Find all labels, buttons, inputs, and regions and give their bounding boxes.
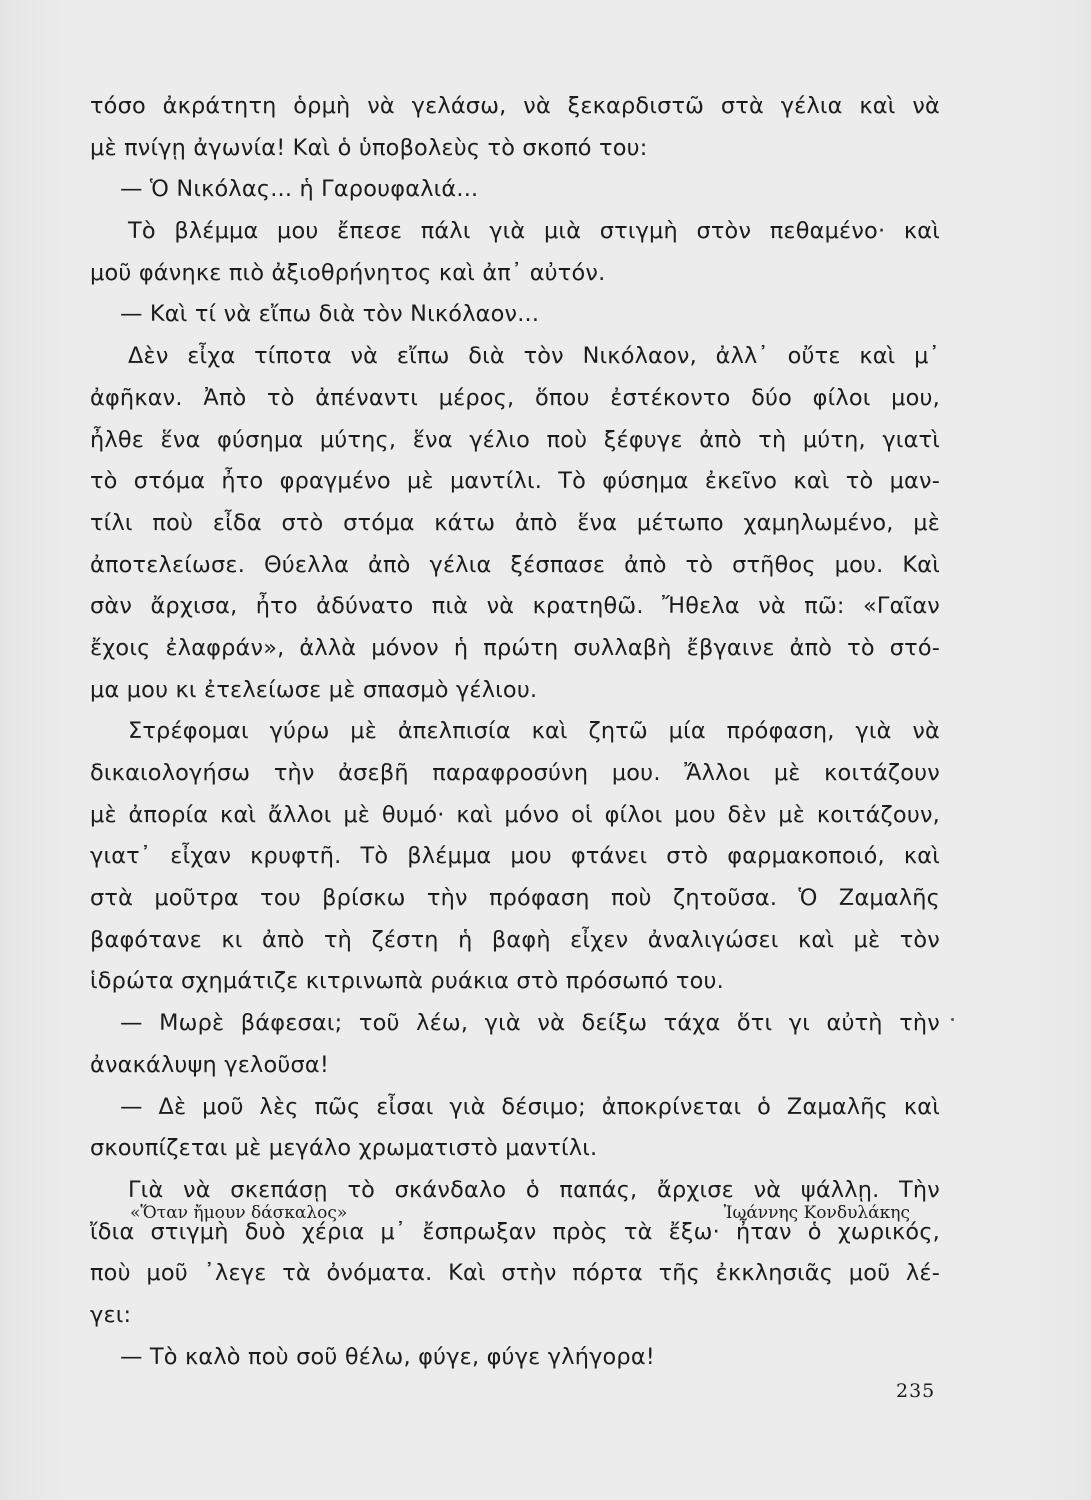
source-citation: [130, 1196, 910, 1230]
source-title: «Ὅταν ἤμουν δάσκαλος»: [130, 1203, 348, 1223]
text-line: μοῦ φάνηκε πιὸ ἀξιοθρήνητος καὶ ἀπ᾿ αὐτόν.: [90, 259, 606, 286]
text-line: τόσο ἀκράτητη ὁρμὴ νὰ γελάσω, νὰ ξεκαρδιστῶ στὰ γέλια καὶ νὰ: [90, 93, 940, 119]
text-line: ἀνακάλυψη γελοῦσα!: [90, 1051, 330, 1078]
text-line: βαφότανε κι ἀπὸ τὴ ζέστη ἡ βαφὴ εἶχεν ἀναλιγώσει καὶ μὲ τὸν: [90, 926, 940, 953]
text-line: δικαιολογήσω τὴν ἀσεβῆ παραφροσύνη μου. Ἄλλοι μὲ κοιτάζουν: [90, 760, 940, 786]
dialogue-line: — Τὸ καλὸ ποὺ σοῦ θέλω, φύγε, φύγε γλήγορα!: [120, 1343, 655, 1370]
text-line: μα μου κι ἐτελείωσε μὲ σπασμὸ γέλιου.: [90, 676, 538, 703]
text-line: μὲ πνίγῃ ἀγωνία! Καὶ ὁ ὑποβολεὺς τὸ σκοπό του:: [90, 134, 648, 161]
margin-speck: [951, 1018, 954, 1021]
paragraph-start-line: Τὸ βλέμμα μου ἔπεσε πάλι γιὰ μιὰ στιγμὴ στὸν πεθαμένο· καὶ: [128, 218, 940, 245]
page-number: 235: [896, 1380, 936, 1402]
text-line: σὰν ἄρχισα, ἦτο ἀδύνατο πιὰ νὰ κρατηθῶ. Ἤθελα νὰ πῶ: «Γαῖαν: [90, 593, 940, 620]
text-line: ἴδια στιγμὴ δυὸ χέρια μ᾿ ἔσπρωξαν πρὸς τὰ ἔξω· ἦταν ὁ χωρικός,: [90, 1218, 940, 1245]
text-line: σκουπίζεται μὲ μεγάλο χρωματιστὸ μαντίλι.: [90, 1135, 598, 1162]
text-line: ἀφῆκαν. Ἀπὸ τὸ ἀπέναντι μέρος, ὅπου ἐστέκοντο δύο φίλοι μου,: [90, 384, 940, 411]
text-line: τὸ στόμα ἦτο φραγμένο μὲ μαντίλι. Τὸ φύσημα ἐκεῖνο καὶ τὸ μαν-: [90, 468, 940, 495]
text-line: γιατ᾿ εἶχαν κρυφτῆ. Τὸ βλέμμα μου φτάνει στὸ φαρμακοποιό, καὶ: [90, 843, 940, 870]
text-line: ἦλθε ἕνα φύσημα μύτης, ἕνα γέλιο ποὺ ξέφυγε ἀπὸ τὴ μύτη, γιατὶ: [90, 426, 940, 453]
dialogue-line: — Δὲ μοῦ λὲς πῶς εἶσαι γιὰ δέσιμο; ἀποκρίνεται ὁ Ζαμαλῆς καὶ: [120, 1093, 940, 1120]
source-author: Ἰωάννης Κονδυλάκης: [723, 1203, 910, 1223]
text-line: ἀποτελείωσε. Θύελλα ἀπὸ γέλια ξέσπασε ἀπὸ τὸ στῆθος μου. Καὶ: [90, 551, 940, 578]
text-line: στὰ μοῦτρα του βρίσκω τὴν πρόφαση ποὺ ζητοῦσα. Ὁ Ζαμαλῆς: [90, 885, 940, 912]
text-line: γει:: [90, 1301, 132, 1328]
paragraph-start-line: Στρέφομαι γύρω μὲ ἀπελπισία καὶ ζητῶ μία πρόφαση, γιὰ νὰ: [128, 718, 940, 745]
text-line: ἔχοις ἐλαφράν», ἀλλὰ μόνον ἡ πρώτη συλλαβὴ ἔβγαινε ἀπὸ τὸ στό-: [90, 634, 940, 661]
paragraph-start-line: Γιὰ νὰ σκεπάσῃ τὸ σκάνδαλο ὁ παπάς, ἄρχισε νὰ ψάλλῃ. Τὴν: [128, 1176, 940, 1203]
text-line: μὲ ἀπορία καὶ ἄλλοι μὲ θυμό· καὶ μόνο οἱ φίλοι μου δὲν μὲ κοιτάζουν,: [90, 801, 940, 828]
body-text: [90, 86, 940, 1378]
dialogue-line: — Μωρὲ βάφεσαι; τοῦ λέω, γιὰ νὰ δείξω τάχα ὅτι γι αὐτὴ τὴν: [120, 1010, 940, 1037]
text-line: τίλι ποὺ εἶδα στὸ στόμα κάτω ἀπὸ ἕνα μέτωπο χαμηλωμένο, μὲ: [90, 509, 940, 536]
dialogue-line: — Ὁ Νικόλας... ἡ Γαρουφαλιά...: [120, 176, 479, 203]
paragraph-start-line: Δὲν εἶχα τίποτα νὰ εἴπω διὰ τὸν Νικόλαον, ἀλλ᾿ οὔτε καὶ μ᾿: [128, 343, 940, 370]
text-line: ποὺ μοῦ ᾿λεγε τὰ ὀνόματα. Καὶ στὴν πόρτα τῆς ἐκκλησιᾶς μοῦ λέ-: [90, 1260, 940, 1287]
text-line: ἱδρώτα σχημάτιζε κιτρινωπὰ ρυάκια στὸ πρόσωπό του.: [90, 968, 724, 995]
dialogue-line: — Καὶ τί νὰ εἴπω διὰ τὸν Νικόλαον...: [120, 301, 540, 328]
